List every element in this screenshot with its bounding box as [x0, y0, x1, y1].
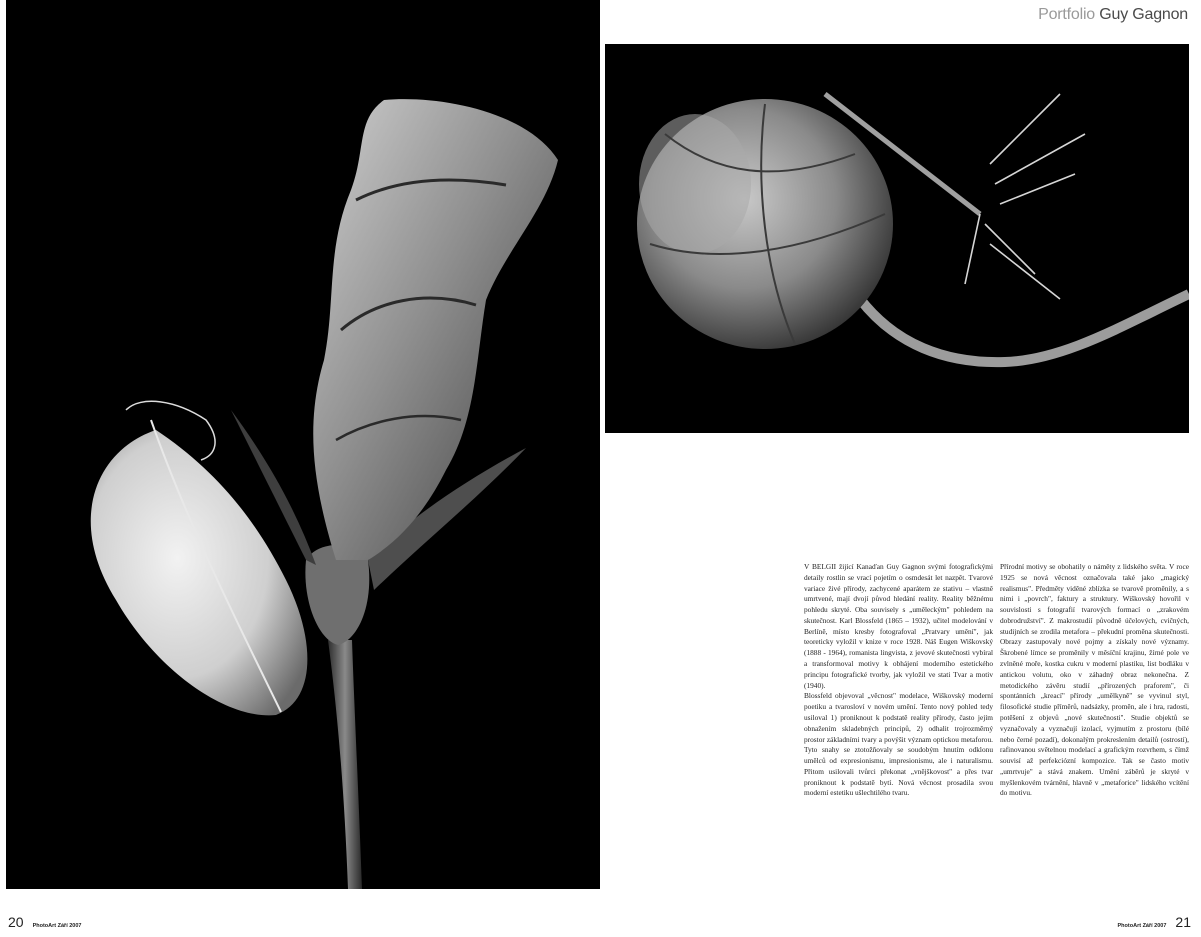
article-paragraph: Blossfeld objevoval „věcnost" modelace, Wiškovský moderní poetiku a tvarosloví v novém umění. Tento nový pohled tedy usiloval 1) proniknout k podstatě reality přírody, často jejím obnažením skladebných principů, 2) odhalit trojrozměrný prostor základními tvary a povýšit význam optickou metaforou. Tyto snahy se ztotožňovaly se soudobým hnutím odklonu umělců od expresionismu, impresionismu, ale i naturalismu. Přitom usilovali tvůrci překonat „vnějškovost" a přes tvar proniknout k podstatě bytí. Nová věcnost prosadila svou moderní estetiku ušlechtilého tvaru.	[804, 691, 993, 798]
magazine-issue-label-right: PhotoArt Září 2007	[1117, 923, 1167, 929]
portfolio-label: Portfolio	[1038, 6, 1096, 23]
article-column-1	[804, 562, 993, 799]
article-column-2	[1000, 562, 1189, 799]
flower-stem	[328, 640, 362, 889]
portfolio-header	[1038, 6, 1188, 24]
pod-stem	[860, 294, 1189, 362]
seed-pod-illustration	[605, 44, 1189, 433]
magazine-issue-label-left: PhotoArt Září 2007	[32, 923, 82, 929]
photographer-name: Guy Gagnon	[1099, 6, 1188, 23]
dried-flower-petal	[313, 99, 558, 560]
footer-right	[1113, 914, 1191, 932]
right-photo	[605, 44, 1189, 433]
article-paragraph: V BELGII žijící Kanaďan Guy Gagnon svými fotografickými detaily rostlin se vrací pojetím o osmdesát let nazpět. Tvarové variace živé přírody, zachycené aparátem ze stativu – vlastně umrtvené, mají dvojí původ hledání reality. Reality běžnému pohledu skryté. Oba souvisely s „uměleckým" pohledem na skutečnost. Karl Blossfeld (1865 – 1932), učitel modelování v Berlíně, místo kresby fotografoval „Pratvary umění", jak teoreticky vyložil v knize v roce 1928. Náš Eugen Wiškovský (1888 - 1964), romanista lingvista, z jevové skutečnosti vybíral a transformoval motivy k obhájení moderního estetického principu fotografické tvorby, jak vyložil ve stati Tvar a motiv (1940).	[804, 562, 993, 690]
footer-left	[8, 914, 86, 932]
fiber-tuft	[965, 94, 1085, 299]
dried-flower-and-feather-illustration	[6, 0, 600, 889]
feather	[91, 430, 308, 715]
page-number-right: 21	[1175, 914, 1191, 930]
article-paragraph: Přírodní motivy se obohatily o náměty z lidského světa. V roce 1925 se nová věcnost označovala také jako „magický realismus". Předměty viděné zblízka se tvarově proměnily, a s nimi i „povrch", faktury a struktury. Wiškovský hovořil v souvislosti s fotografií tvarových formací o „zrakovém dobrodružství". Z makrostudií původně účelových, cvičných, studijních se zrodila metafora – překudní proměna skutečnosti. Obrazy zastupovaly nové pojmy a získaly nové významy. Škrobené límce se proměnily v měsíční krajinu, žírné pole ve zvlněné moře, kostka cukru v moderní plastiku, list bodláku v antickou volutu, oko v záhadný obraz nekonečna. Z metodického závěru studií „přírozených praforem", či spontánních „kreací" přírody „umělkyně" se vyvinul styl, filosofické studie příměrů, nadsázky, proměn, ale i hra, radosti, potěšení z objevů „nové skutečnosti". Studie objektů se vyznačovaly a vyznačují izolací, vyjmutím z prostoru (bílé nebo černé pozadí), dokonalým prokreslením detailů (ostrostí), rafinovanou světelnou modelací a grafickým rozvrhem, s čímž souvisí až perfekciózní kompozice. Tak se často motiv „umrtvuje" a stává znakem. Umění záběrů je skryté v myšlenkovém tvárnění, hlavně v „metaforice" lidského vcítění do motivu.	[1000, 562, 1189, 798]
left-photo	[6, 0, 600, 889]
page-number-left: 20	[8, 914, 24, 930]
